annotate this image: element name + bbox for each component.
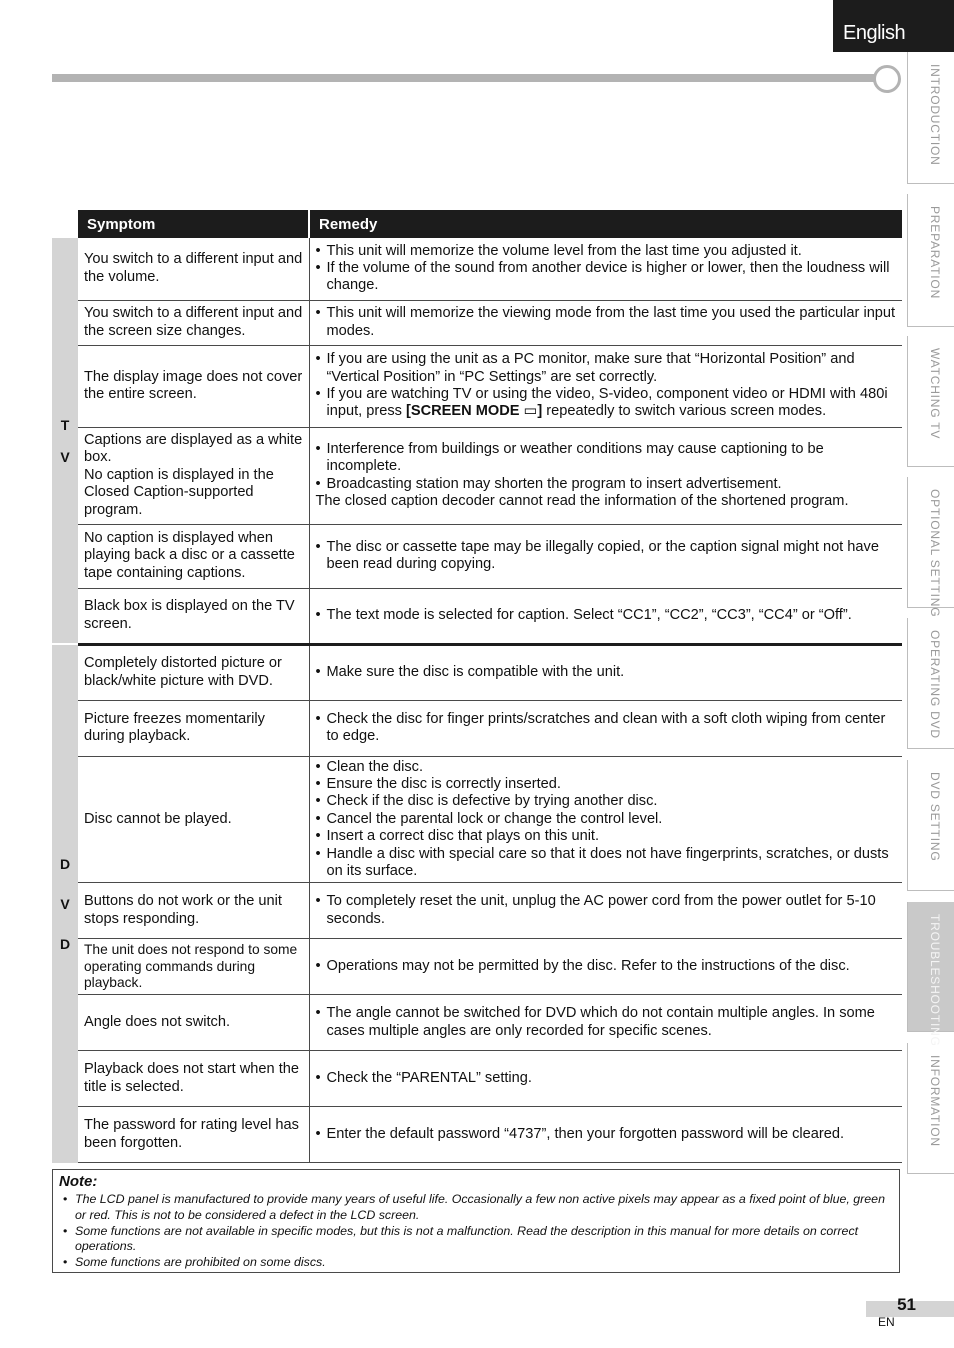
remedy-header: Remedy [309, 210, 902, 238]
remedy-cell [309, 1051, 902, 1107]
remedy-item: • Operations may not be permitted by the disc. Refer to the instructions of the disc. [316, 958, 897, 975]
remedy-item: • The text mode is selected for caption. Select “CC1”, “CC2”, “CC3”, “CC4” or “Off”. [316, 607, 897, 624]
side-tab-preparation[interactable] [907, 194, 954, 327]
symptom-cell: You switch to a different input and the screen size changes. [78, 300, 309, 345]
remedy-item: • Ensure the disc is correctly inserted. [316, 776, 897, 793]
symptom-cell: Completely distorted picture or black/white picture with DVD. [78, 644, 309, 700]
remedy-item: • Interference from buildings or weather conditions may cause captioning to be incomplete. [316, 441, 897, 476]
side-tab-label: INFORMATION [928, 1055, 942, 1147]
remedy-item: • This unit will memorize the volume level from the last time you adjusted it. [316, 243, 897, 260]
side-tab-label: OPERATING DVD [928, 630, 942, 739]
remedy-item: • If you are using the unit as a PC monitor, make sure that “Horizontal Position” and “Vertical Position” in “PC Settings” are set correctly. [316, 351, 897, 386]
side-tab-introduction[interactable] [907, 52, 954, 184]
remedy-item: • Enter the default password “4737”, then your forgotten password will be cleared. [316, 1126, 897, 1143]
header-rule-circle [873, 65, 901, 93]
table-row [52, 700, 902, 756]
table-row [52, 756, 902, 883]
symptom-header: Symptom [78, 210, 309, 238]
remedy-cell [309, 524, 902, 588]
table-row [52, 883, 902, 939]
symptom-cell: No caption is displayed when playing back a disc or a cassette tape containing captions. [78, 524, 309, 588]
language-tab [833, 0, 954, 52]
symptom-cell: Playback does not start when the title is selected. [78, 1051, 309, 1107]
note-item: • The LCD panel is manufactured to provide many years of useful life. Occasionally a few non active pixels may appear as a fixed point of blue, green or red. This is not to be considered a defect in the LCD screen. [59, 1192, 891, 1224]
table-row [52, 1107, 902, 1163]
page-lang-code: EN [878, 1315, 895, 1329]
screen-mode-key: [SCREEN MODE ▭] [406, 403, 543, 420]
remedy-cell [309, 345, 902, 427]
table-row [52, 995, 902, 1051]
side-tab-information[interactable] [907, 1043, 954, 1174]
remedy-item: • The disc or cassette tape may be illegally copied, or the caption signal might not have been read during copying. [316, 539, 897, 574]
remedy-item: • Cancel the parental lock or change the control level. [316, 811, 897, 828]
remedy-item: • Insert a correct disc that plays on this unit. [316, 828, 897, 845]
remedy-item: • The angle cannot be switched for DVD which do not contain multiple angles. In some cases multiple angles are only recorded for specific scenes. [316, 1005, 897, 1040]
side-tab-label: WATCHING TV [928, 348, 942, 440]
remedy-item: • This unit will memorize the viewing mode from the last time you used the particular input modes. [316, 305, 897, 340]
side-tab-label: INTRODUCTION [928, 64, 942, 166]
remedy-cell [309, 883, 902, 939]
language-label: English [843, 22, 906, 44]
symptom-cell: The display image does not cover the entire screen. [78, 345, 309, 427]
side-tab-label: PREPARATION [928, 206, 942, 300]
remedy-cell [309, 644, 902, 700]
note-item: • Some functions are not available in specific modes, but this is not a malfunction. Read the description in this manual for more details on correct operations. [59, 1224, 891, 1256]
table-row [52, 524, 902, 588]
remedy-text: If you are watching TV or using the video, S-video, component video or HDMI with 480i input, press [326, 386, 888, 420]
table-row [52, 939, 902, 995]
category-letter: D [59, 935, 71, 952]
symptom-cell: Disc cannot be played. [78, 756, 309, 883]
table-row [52, 238, 902, 300]
symptom-cell: Picture freezes momentarily during playback. [78, 700, 309, 756]
remedy-cell [309, 238, 902, 300]
symptom-cell: The password for rating level has been forgotten. [78, 1107, 309, 1163]
remedy-item: • Handle a disc with special care so that it does not have fingerprints, scratches, or dusts on its surface. [316, 846, 897, 881]
symptom-cell [78, 427, 309, 524]
remedy-item: • Make sure the disc is compatible with the unit. [316, 664, 897, 681]
table-row [52, 588, 902, 644]
header-rule [52, 74, 882, 82]
remedy-item: • Clean the disc. [316, 759, 897, 776]
symptom-line: No caption is displayed in the Closed Caption-supported program. [84, 466, 274, 518]
side-tab-label: OPTIONAL SETTING [928, 489, 942, 618]
side-tab-watching-tv[interactable] [907, 336, 954, 467]
side-tab-troubleshooting[interactable] [907, 902, 954, 1047]
remedy-item: • Check if the disc is defective by trying another disc. [316, 793, 897, 810]
remedy-cell [309, 300, 902, 345]
header-spacer [52, 210, 78, 238]
troubleshooting-table [52, 210, 902, 1163]
table-row [52, 427, 902, 524]
remedy-cell [309, 588, 902, 644]
remedy-item: • Check the “PARENTAL” setting. [316, 1070, 897, 1087]
remedy-cell [309, 700, 902, 756]
remedy-text: repeatedly to switch various screen modes. [542, 403, 827, 420]
symptom-cell: Angle does not switch. [78, 995, 309, 1051]
remedy-item: • If the volume of the sound from another device is higher or lower, then the loudness will change. [316, 260, 897, 295]
table-header [52, 210, 902, 238]
category-letter: D [59, 855, 71, 872]
symptom-cell: The unit does not respond to some operating commands during playback. [78, 939, 309, 995]
side-tab-operating-dvd[interactable] [907, 618, 954, 749]
remedy-cell [309, 995, 902, 1051]
table-row [52, 300, 902, 345]
category-dvd [52, 644, 78, 1163]
category-tv [52, 238, 78, 644]
remedy-cell [309, 756, 902, 883]
category-letter: V [60, 448, 70, 465]
symptom-cell: Black box is displayed on the TV screen. [78, 588, 309, 644]
category-letter: T [60, 416, 70, 433]
side-tab-label: TROUBLESHOOTING [928, 914, 942, 1047]
remedy-item [316, 386, 897, 421]
side-tab-label: DVD SETTING [928, 772, 942, 862]
remedy-item: • Broadcasting station may shorten the program to insert advertisement. [316, 476, 897, 493]
symptom-cell: Buttons do not work or the unit stops responding. [78, 883, 309, 939]
category-letter: V [60, 895, 70, 912]
symptom-cell: You switch to a different input and the volume. [78, 238, 309, 300]
table-row [52, 1051, 902, 1107]
table-row [52, 644, 902, 700]
note-box [52, 1169, 900, 1273]
page-number: 51 [897, 1295, 916, 1314]
remedy-cell [309, 939, 902, 995]
symptom-line: Captions are displayed as a white box. [84, 431, 303, 466]
note-item: • Some functions are prohibited on some discs. [59, 1255, 891, 1271]
table-row [52, 345, 902, 427]
remedy-cell [309, 1107, 902, 1163]
remedy-item: • To completely reset the unit, unplug the AC power cord from the power outlet for 5-10 seconds. [316, 893, 897, 928]
remedy-continuation: The closed caption decoder cannot read the information of the shortened program. [315, 492, 849, 509]
remedy-cell [309, 427, 902, 524]
note-title: Note: [59, 1173, 98, 1190]
side-tab-optional-setting[interactable] [907, 477, 954, 618]
side-tab-dvd-setting[interactable] [907, 760, 954, 891]
remedy-item: • Check the disc for finger prints/scratches and clean with a soft cloth wiping from center to edge. [316, 711, 897, 746]
